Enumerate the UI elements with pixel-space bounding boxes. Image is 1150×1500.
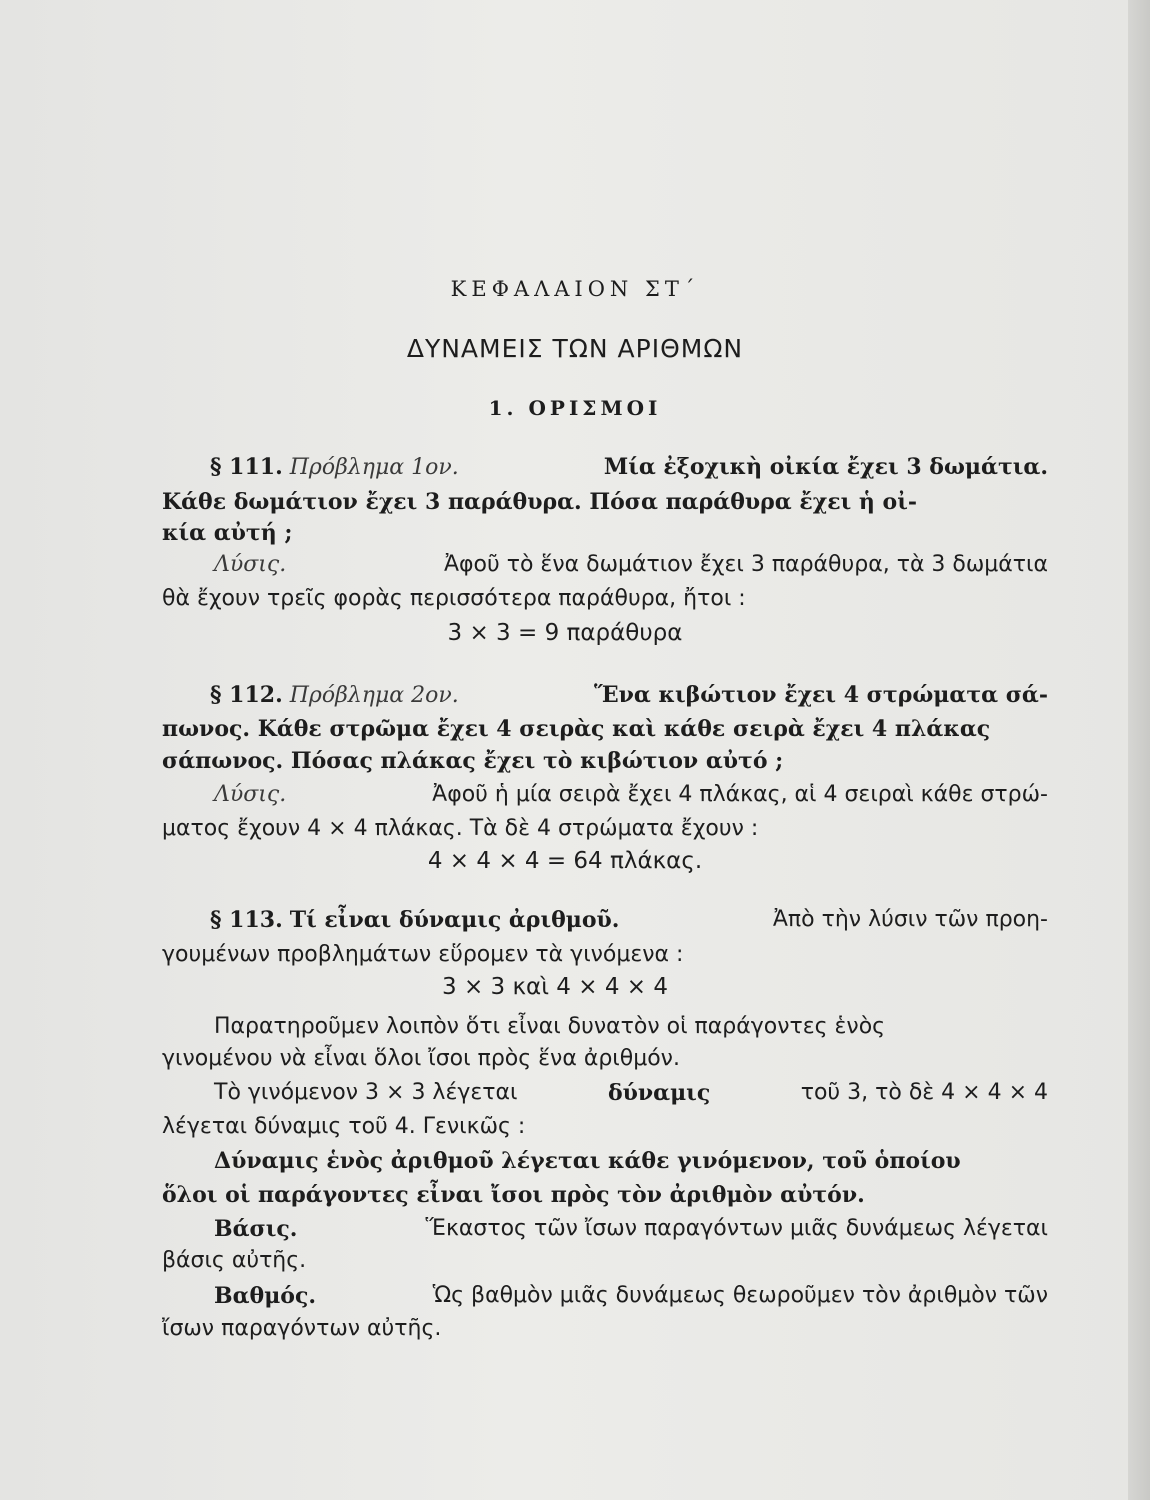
paragraph-113-observation-line-1: Παρατηροῦμεν λοιπὸν ὅτι εἶναι δυνατὸν οἱ παράγοντες ἑνὸς bbox=[214, 1014, 886, 1039]
page-edge bbox=[1128, 0, 1150, 1500]
paragraph-number: § 113. bbox=[210, 907, 283, 933]
problem-label: Πρόβλημα 1ον. bbox=[289, 455, 459, 480]
paragraph-111-line-2: Κάθε δωμάτιον ἔχει 3 παράθυρα. Πόσα παράθυρα ἔχει ἡ οἰ- bbox=[162, 489, 917, 515]
paragraph-111-line-1 bbox=[210, 452, 1048, 483]
chapter-heading: ΚΕΦΑΛΑΙΟΝ ΣΤ΄ bbox=[450, 277, 700, 301]
term-power: δύναμις bbox=[607, 1080, 711, 1106]
paragraph-112-line-3: σάπωνος. Πόσας πλάκας ἔχει τὸ κιβώτιον αὐτό ; bbox=[162, 748, 784, 774]
definition-line-1: Δύναμις ἑνὸς ἀριθμοῦ λέγεται κάθε γινόμενον, τοῦ ὁποίου bbox=[214, 1148, 961, 1174]
paragraph-111-line-3: κία αὐτή ; bbox=[162, 520, 293, 546]
paragraph-number: § 111. bbox=[210, 454, 283, 480]
paragraph-112-line-1 bbox=[210, 680, 1048, 711]
solution-label: Λύσις. bbox=[214, 552, 287, 577]
paragraph-113-power-line-1: Τὸ γινόμενον 3 × 3 λέγεται δύναμις τοῦ 3, τὸ δὲ 4 × 4 × 4 bbox=[214, 1080, 1048, 1106]
chapter-title: ΔΥΝΑΜΕΙΣ ΤΩΝ ΑΡΙΘΜΩΝ bbox=[406, 334, 744, 363]
equation-111: 3 × 3 = 9 παράθυρα bbox=[447, 620, 683, 646]
degree-definition-line-2: ἴσων παραγόντων αὐτῆς. bbox=[162, 1316, 442, 1341]
paragraph-heading: Τί εἶναι δύναμις ἀριθμοῦ. bbox=[289, 907, 620, 933]
paragraph-113-observation-line-2: γινομένου νὰ εἶναι ὅλοι ἴσοι πρὸς ἕνα ἀριθμόν. bbox=[162, 1046, 680, 1071]
solution-112-line-2: ματος ἔχουν 4 × 4 πλάκας. Τὰ δὲ 4 στρώματα ἔχουν : bbox=[162, 816, 759, 841]
term-degree: Βαθμός. bbox=[214, 1283, 317, 1309]
equation-112: 4 × 4 × 4 = 64 πλάκας. bbox=[427, 848, 703, 874]
section-title: 1. ΟΡΙΣΜΟΙ bbox=[488, 396, 662, 420]
problem-label: Πρόβλημα 2ον. bbox=[289, 683, 459, 708]
definition-line-2: ὅλοι οἱ παράγοντες εἶναι ἴσοι πρὸς τὸν ἀριθμὸν αὐτόν. bbox=[162, 1182, 865, 1208]
solution-112-line-1: Λύσις. Ἀφοῦ ἡ μία σειρὰ ἔχει 4 πλάκας, αἱ 4 σειραὶ κάθε στρώ- bbox=[214, 780, 1048, 810]
solution-label: Λύσις. bbox=[214, 782, 287, 807]
problem-text: Ἕνα κιβώτιον ἔχει 4 στρώματα σά- bbox=[593, 682, 1048, 708]
solution-111-line-2: θὰ ἔχουν τρεῖς φορὰς περισσότερα παράθυρα, ἤτοι : bbox=[162, 586, 746, 611]
solution-111-line-1: Λύσις. Ἀφοῦ τὸ ἕνα δωμάτιον ἔχει 3 παράθυρα, τὰ 3 δωμάτια bbox=[214, 550, 1048, 580]
base-definition-line-1: Βάσις. Ἕκαστος τῶν ἴσων παραγόντων μιᾶς δυνάμεως λέγεται bbox=[214, 1216, 1048, 1242]
equation-113: 3 × 3 καὶ 4 × 4 × 4 bbox=[442, 974, 668, 1000]
paragraph-number: § 112. bbox=[210, 682, 283, 708]
paragraph-113-line-2: γουμένων προβλημάτων εὕρομεν τὰ γινόμενα : bbox=[162, 942, 684, 967]
term-base: Βάσις. bbox=[214, 1216, 298, 1242]
problem-text: Μία ἐξοχικὴ οἰκία ἔχει 3 δωμάτια. bbox=[603, 454, 1048, 480]
paragraph-112-line-2: πωνος. Κάθε στρῶμα ἔχει 4 σειρὰς καὶ κάθε σειρὰ ἔχει 4 πλάκας bbox=[162, 716, 991, 742]
paragraph-113-line-1: § 113. Τί εἶναι δύναμις ἀριθμοῦ. Ἀπὸ τὴν λύσιν τῶν προη- bbox=[210, 907, 1048, 933]
paragraph-113-power-line-2: λέγεται δύναμις τοῦ 4. Γενικῶς : bbox=[162, 1114, 526, 1139]
base-definition-line-2: βάσις αὐτῆς. bbox=[162, 1248, 307, 1273]
degree-definition-line-1: Βαθμός. Ὡς βαθμὸν μιᾶς δυνάμεως θεωροῦμεν τὸν ἀριθμὸν τῶν bbox=[214, 1283, 1048, 1309]
